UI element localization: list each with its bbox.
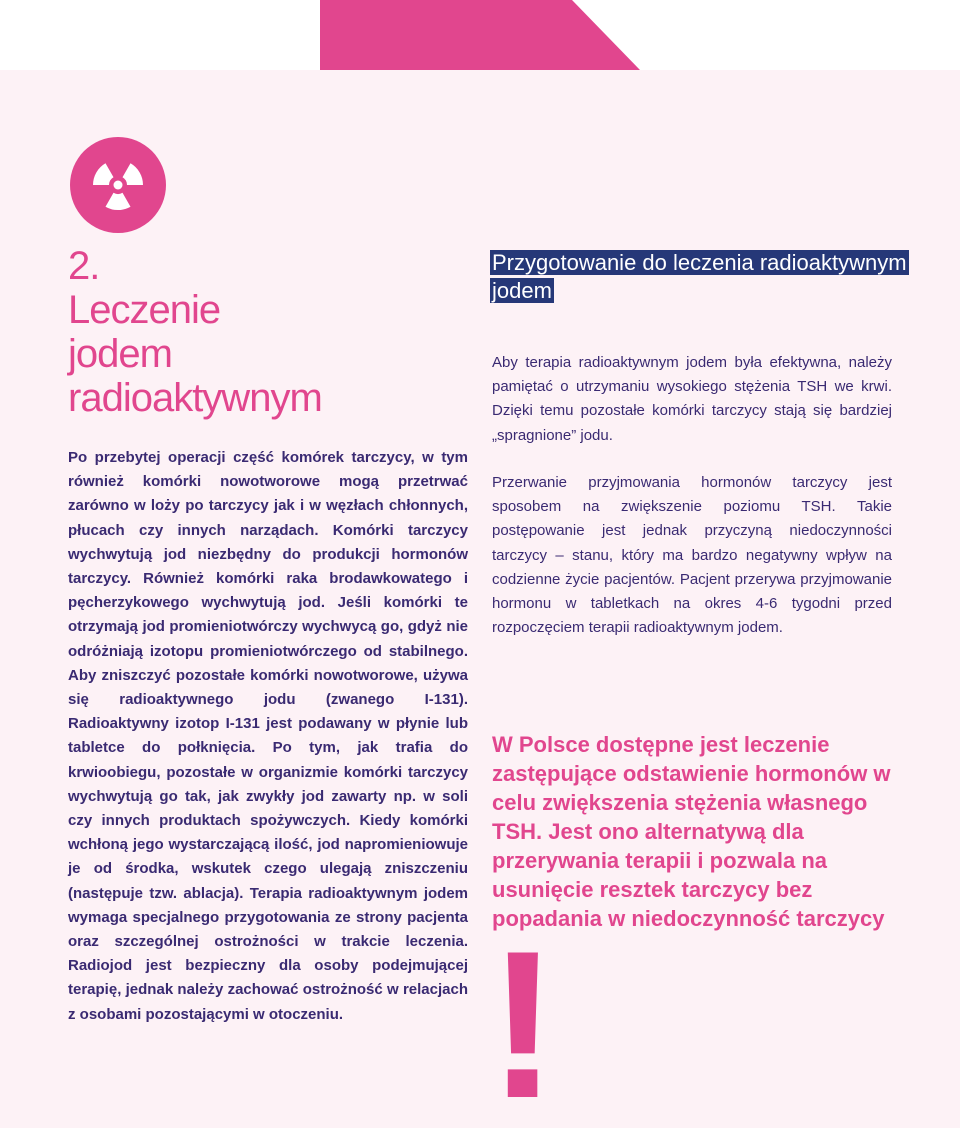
chapter-number: 2. [68,244,100,288]
chapter-title-line-3: radioaktywnym [68,376,322,420]
preparation-paragraph-1: Aby terapia radioaktywnym jodem była efektywna, należy pamiętać o utrzymaniu wysokiego stężenia TSH we krwi. Dzięki temu pozostałe komórki tarczycy stają się bardziej „spragnione” jodu. [492,354,892,444]
chapter-title-line-2: jodem [68,332,172,376]
chapter-badge [70,137,166,233]
section-heading [490,249,910,305]
callout-highlight: W Polsce dostępne jest leczenie zastępujące odstawienie hormonów w celu zwiększenia stężenia własnego TSH. Jest ono alternatywą dla przerywania terapii i pozwala na usunięcie resztek tarczycy bez popadania w niedoczynność tarczycy [492,732,891,931]
chapter-title-line-1: Leczenie [68,288,221,332]
section-heading-text: Przygotowanie do leczenia radioaktywnym jodem [492,250,907,303]
preparation-paragraph-2: Przerwanie przyjmowania hormonów tarczycy jest sposobem na zwiększenie poziomu TSH. Takie postępowanie jest jednak przyczyną niedoczynności tarczycy – stanu, który ma bardzo negatywny wpływ na codzienne życie pacjentów. Pacjent przerywa przyjmowanie hormonu w tabletkach na okres 4-6 tygodni przed rozpoczęciem terapii radioaktywnym jodem. [492,474,892,637]
treatment-description: Po przebytej operacji część komórek tarczycy, w tym również komórki nowotworowe mogą przetrwać zarówno w loży po tarczycy jak i w węzłach chłonnych, płucach czy innych narządach. Komórki tarczycy wychwytują jod niezbędny do produkcji hormonów tarczycy. Również komórki raka brodawkowatego i pęcherzykowego wychwytują jod. Jeśli komórki te otrzymają jod promieniotwórczy wychwycą go, gdyż nie odróżniają izotopu promieniotwórczego od stabilnego. Aby zniszczyć pozostałe komórki nowotworowe, używa się radioaktywnego jodu (zwanego I-131). Radioaktywny izotop I-131 jest podawany w płynie lub tabletce do połknięcia. Po tym, jak trafia do krwioobiegu, pozostałe w organizmie komórki tarczycy wychwytują go tak, jak zwykły jod zawarty np. w soli czy innych produktach spożywczych. Kiedy komórki wchłoną jego wystarczającą ilość, jod napromieniowuje je od środka, wskutek czego ulegają zniszczeniu (następuje tzw. ablacja). Terapia radioaktywnym jodem wymaga specjalnego przygotowania ze strony pacjenta oraz szczególnej ostrożności w trakcie leczenia. Radiojod jest bezpieczny dla osoby podejmującej terapię, jednak należy zachować ostrożność w relacjach z osobami pozostającymi w otoczeniu. [68,449,468,1023]
section-tab-decoration [0,0,960,70]
exclamation-mark: ! [488,907,558,1142]
chapter-title [68,244,468,420]
radiation-icon [70,137,166,233]
